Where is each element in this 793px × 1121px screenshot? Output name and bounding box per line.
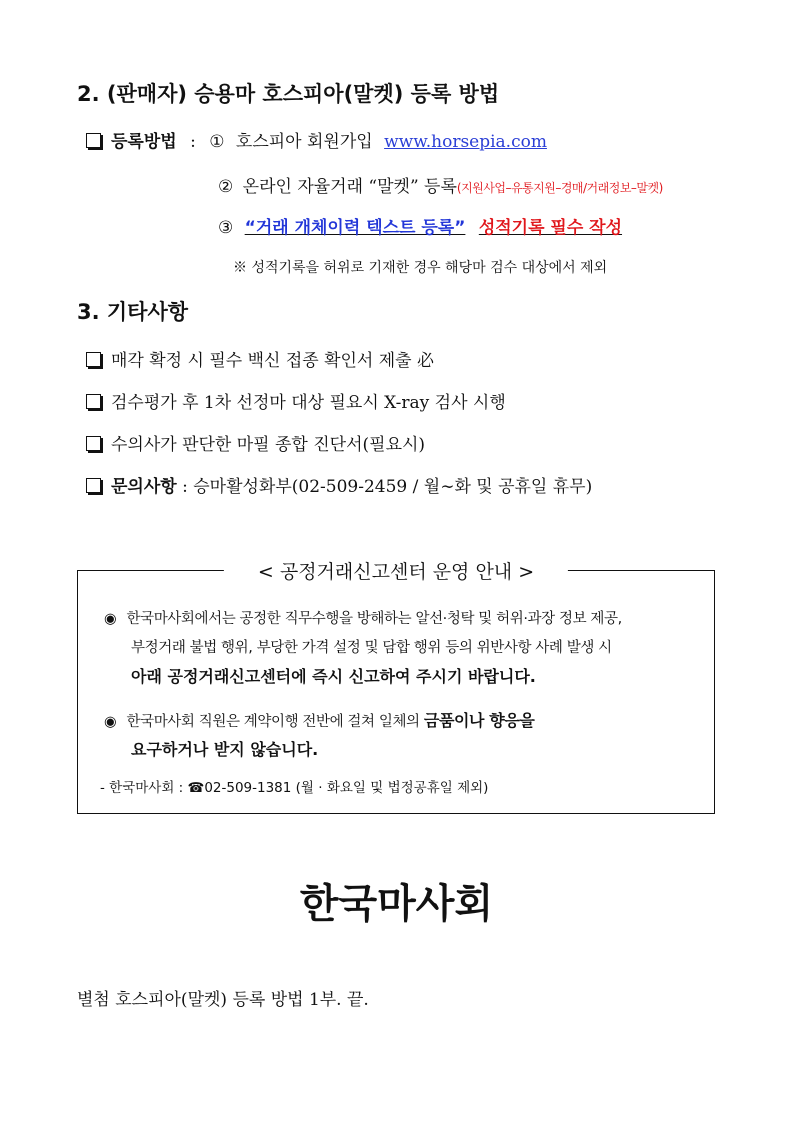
fair-trade-notice-box bbox=[77, 561, 715, 814]
list-item bbox=[86, 346, 434, 371]
list-item-text: 검수평가 후 1차 선정마 대상 필요시 X-ray 검사 시행 bbox=[111, 393, 506, 413]
horsepia-link[interactable]: www.horsepia.com bbox=[384, 132, 547, 152]
checkbox-square-icon bbox=[86, 394, 101, 409]
inquiry-label: 문의사항 bbox=[111, 477, 177, 497]
step2-text: 온라인 자율거래 “말켓” 등록 bbox=[242, 177, 457, 197]
step2-row bbox=[218, 172, 663, 197]
notice-bullet-2-line-1 bbox=[104, 708, 534, 731]
step3-red-text: 성적기록 필수 작성 bbox=[478, 218, 623, 238]
section2-title: 2. (판매자) 승용마 호스피아(말켓) 등록 방법 bbox=[77, 82, 500, 106]
notice-bullet-1-line-1 bbox=[104, 607, 622, 628]
step3-row bbox=[218, 213, 622, 238]
list-item bbox=[86, 388, 506, 413]
step2-menu-path: (지원사업–유통지원–경매/거래정보–말켓) bbox=[456, 181, 663, 195]
notice-bullet-1-line-3: 아래 공정거래신고센터에 즉시 신고하여 주시기 바랍니다. bbox=[131, 667, 536, 686]
list-item bbox=[86, 430, 425, 455]
attachment-footer: 별첨 호스피아(말켓) 등록 방법 1부. 끝. bbox=[77, 990, 369, 1010]
step1-number: ① bbox=[209, 132, 225, 152]
notice-contact: - 한국마사회 : ☎02-509-1381 (월 · 화요일 및 법정공휴일 제외) bbox=[100, 780, 489, 796]
section3-title: 3. 기타사항 bbox=[77, 300, 189, 324]
inquiry-row bbox=[86, 472, 592, 497]
registration-method-label: 등록방법 bbox=[111, 132, 177, 152]
organization-title: 한국마사회 bbox=[299, 881, 494, 927]
bullet-strong-text: 금품이나 향응을 bbox=[423, 711, 535, 730]
notice-bullet-2-line-2: 요구하거나 받지 않습니다. bbox=[131, 740, 319, 759]
bullet-text: 한국마사회 직원은 계약이행 전반에 걸쳐 일체의 bbox=[126, 714, 424, 730]
bullet-circle-icon: ◉ bbox=[104, 611, 117, 627]
colon: : bbox=[190, 132, 196, 152]
checkbox-square-icon bbox=[86, 478, 101, 493]
checkbox-square-icon bbox=[86, 352, 101, 367]
list-item-text: 매각 확정 시 필수 백신 접종 확인서 제출 必 bbox=[111, 351, 434, 371]
step2-number: ② bbox=[218, 177, 234, 197]
notice-title: < 공정거래신고센터 운영 안내 > bbox=[224, 557, 568, 584]
checkbox-square-icon bbox=[86, 133, 101, 148]
inquiry-text: : 승마활성화부(02-509-2459 / 월∼화 및 공휴일 휴무) bbox=[182, 477, 593, 497]
bullet-text: 한국마사회에서는 공정한 직무수행을 방해하는 알선·청탁 및 허위·과장 정보 제공, bbox=[126, 611, 622, 627]
section2-note: ※ 성적기록을 허위로 기재한 경우 해당마 검수 대상에서 제외 bbox=[233, 260, 608, 276]
list-item-text: 수의사가 판단한 마필 종합 진단서(필요시) bbox=[111, 435, 426, 455]
step3-number: ③ bbox=[218, 218, 234, 238]
step1-text: 호스피아 회원가입 bbox=[235, 132, 373, 152]
notice-bullet-1-line-2: 부정거래 불법 행위, 부당한 가격 설정 및 담합 행위 등의 위반사항 사례 발생 시 bbox=[131, 640, 612, 656]
registration-method-row bbox=[86, 127, 547, 152]
checkbox-square-icon bbox=[86, 436, 101, 451]
bullet-circle-icon: ◉ bbox=[104, 714, 117, 730]
step3-blue-text: “거래 개체이력 텍스트 등록” bbox=[244, 218, 466, 238]
